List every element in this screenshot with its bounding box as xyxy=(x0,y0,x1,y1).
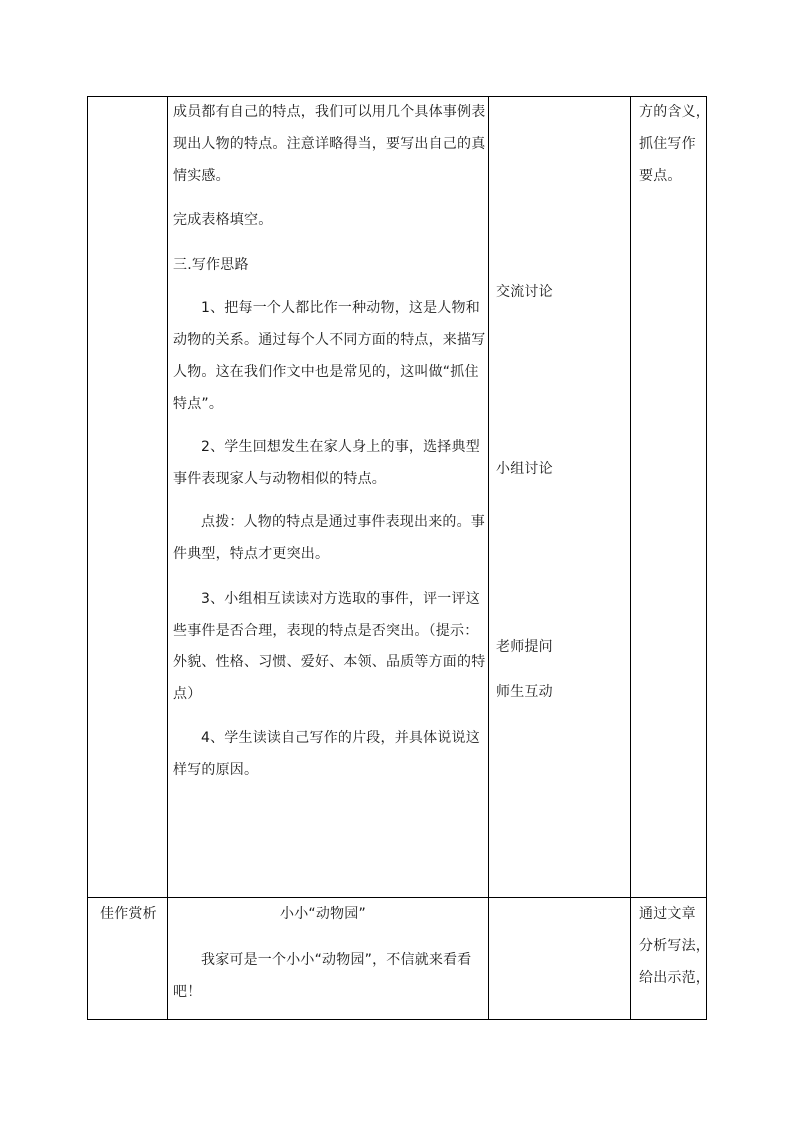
table-border-left xyxy=(87,96,88,1020)
table-row-divider xyxy=(87,897,707,898)
section-label: 佳作赏析 xyxy=(100,906,157,922)
activity-label: 小组讨论 xyxy=(496,461,553,477)
table-border-right xyxy=(706,96,707,1020)
content-line: 1、把每一个人都比作一种动物，这是人物和 xyxy=(201,300,480,316)
content-line: 特点”。 xyxy=(173,396,224,412)
activity-label: 老师提问 xyxy=(496,639,553,655)
table-divider-2 xyxy=(488,96,489,1020)
essay-line: 吧！ xyxy=(173,984,202,1000)
content-line: 2、学生回想发生在家人身上的事，选择典型 xyxy=(201,439,480,455)
content-line: 动物的关系。通过每个人不同方面的特点，来描写 xyxy=(173,332,486,348)
content-line: 件典型，特点才更突出。 xyxy=(173,546,330,562)
content-line: 些事件是否合理，表现的特点是否突出。（提示： xyxy=(173,623,479,639)
content-line: 现出人物的特点。注意详略得当，要写出自己的真 xyxy=(173,136,486,152)
intent-line: 分析写法， xyxy=(639,938,710,954)
intent-line: 给出示范， xyxy=(639,970,710,986)
content-line: 点拨：人物的特点是通过事件表现出来的。事 xyxy=(201,514,485,530)
section-heading: 三.写作思路 xyxy=(173,257,249,273)
table-border-top xyxy=(87,96,707,97)
intent-line: 抓住写作 xyxy=(639,136,696,152)
content-line: 人物。这在我们作文中也是常见的，这叫做“抓住 xyxy=(173,364,479,380)
activity-label: 交流讨论 xyxy=(496,284,553,300)
content-line: 成员都有自己的特点，我们可以用几个具体事例表 xyxy=(173,104,486,120)
content-line: 外貌、性格、习惯、爱好、本领、品质等方面的特 xyxy=(173,654,486,670)
content-line: 点） xyxy=(173,686,202,702)
content-line: 事件表现家人与动物相似的特点。 xyxy=(173,471,386,487)
table-border-bottom xyxy=(87,1019,707,1020)
intent-line: 要点。 xyxy=(639,168,682,184)
activity-label: 师生互动 xyxy=(496,684,553,700)
content-line: 4、学生读读自己写作的片段，并具体说说这 xyxy=(201,730,480,746)
content-line: 3、小组相互读读对方选取的事件，评一评这 xyxy=(201,591,480,607)
essay-title: 小小“动物园” xyxy=(280,906,366,922)
content-line: 样写的原因。 xyxy=(173,762,259,778)
content-line: 情实感。 xyxy=(173,168,230,184)
intent-line: 通过文章 xyxy=(639,906,696,922)
intent-line: 方的含义， xyxy=(639,104,710,120)
essay-line: 我家可是一个小小“动物园”，不信就来看看 xyxy=(201,952,472,968)
table-divider-1 xyxy=(167,96,168,1020)
content-line: 完成表格填空。 xyxy=(173,212,273,228)
table-divider-3 xyxy=(630,96,631,1020)
